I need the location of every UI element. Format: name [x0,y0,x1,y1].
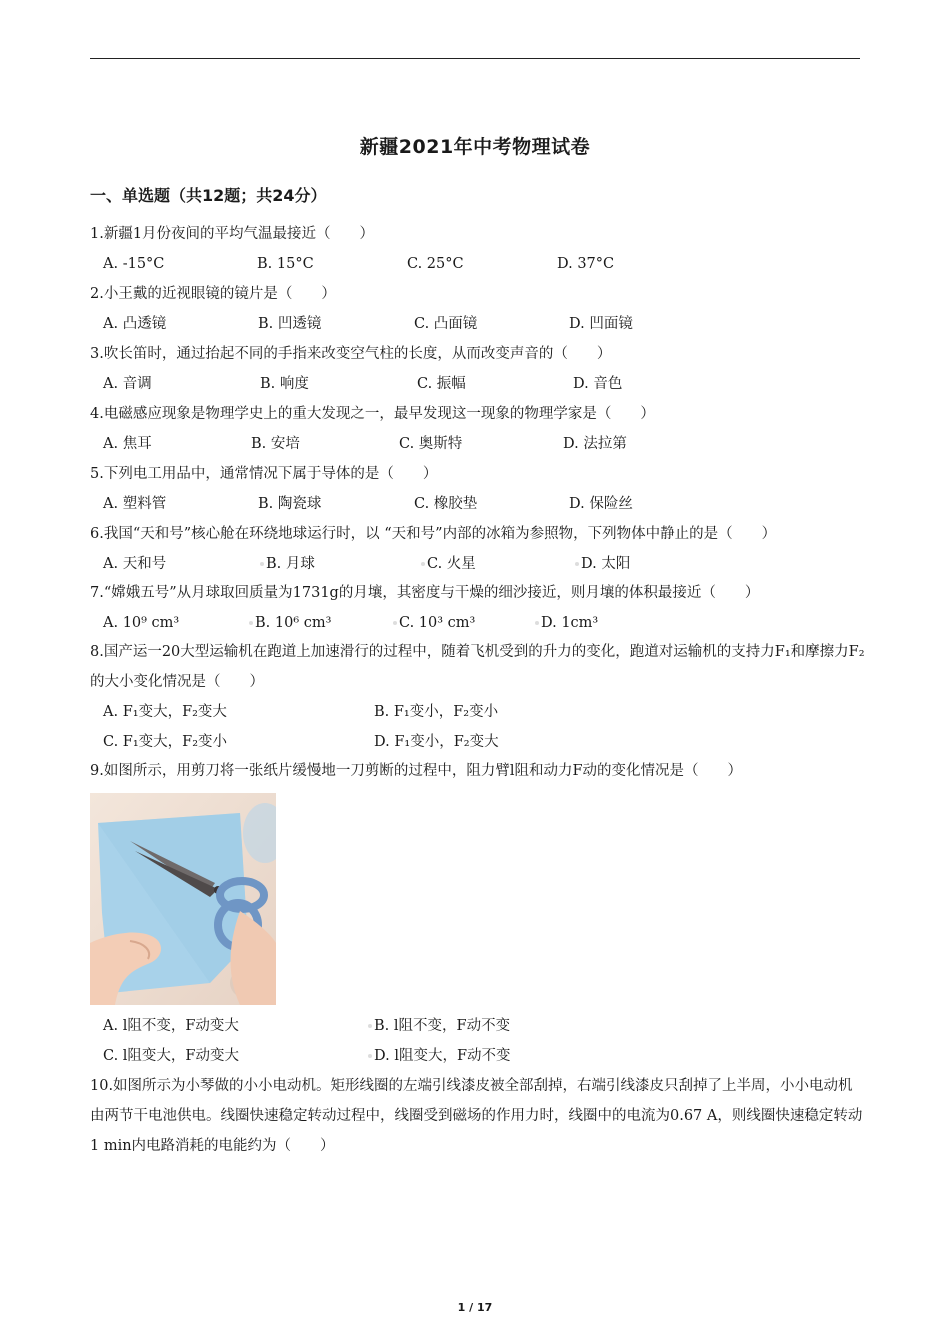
option-d-label: D. 太阳 [581,556,631,572]
option-d[interactable] [368,1046,511,1066]
option-c[interactable]: C. 振幅 [417,376,466,392]
option-c[interactable]: C. 凸面镜 [414,316,478,332]
option-a[interactable]: A. 塑料管 [103,496,167,512]
question-3: 3.吹长笛时，通过抬起不同的手指来改变空气柱的长度，从而改变声音的（ ） [90,346,612,362]
option-a[interactable]: A. -15°C [103,256,165,272]
question-2: 2.小王戴的近视眼镜的镜片是（ ） [90,286,336,302]
option-c[interactable] [393,613,475,633]
option-b[interactable]: B. 凹透镜 [258,316,322,332]
option-c-label: C. 10³ cm³ [399,615,476,631]
option-b-label: B. l阻不变，F动不变 [374,1018,511,1034]
option-d[interactable]: D. 法拉第 [563,436,627,452]
option-c[interactable]: C. 橡胶垫 [414,496,478,512]
question-9: 9.如图所示，用剪刀将一张纸片缓慢地一刀剪断的过程中，阻力臂l阻和动力F动的变化情况是（ ） [90,763,743,779]
option-c-label: C. 火星 [427,556,476,572]
option-d-label: D. l阻变大，F动不变 [374,1048,511,1064]
option-b[interactable]: B. 响度 [260,376,309,392]
question-4: 4.电磁感应现象是物理学史上的重大发现之一，最早发现这一现象的物理学家是（ ） [90,406,655,422]
question-8: 8.国产运一20大型运输机在跑道上加速滑行的过程中，随着飞机受到的升力的变化，跑道对运输机的支持力F₁和摩擦力F₂的大小变化情况是（ ） [90,644,865,690]
option-a[interactable]: A. l阻不变，F动变大 [103,1018,239,1034]
page-number: 1 / 17 [457,1301,493,1314]
question-1: 1.新疆1月份夜间的平均气温最接近（ ） [90,226,375,242]
option-d[interactable]: D. 凹面镜 [569,316,633,332]
scissors-cutting-paper-image [90,793,276,1005]
bullet-icon [260,562,264,566]
question-5: 5.下列电工用品中，通常情况下属于导体的是（ ） [90,466,438,482]
option-a[interactable]: A. F₁变大，F₂变大 [103,704,227,720]
question-10: 10.如图所示为小琴做的小小电动机。矩形线圈的左端引线漆皮被全部刮掉，右端引线漆皮只刮掉了上半周，小小电动机由两节干电池供电。线圈快速稳定转动过程中，线圈受到磁场的作用力时，线圈中的电流为0.67 A，则线圈快速稳定转动1 min内电路消耗的电能约为（ ） [90,1078,863,1154]
question-7: 7.“嫦娥五号”从月球取回质量为1731g的月壤，其密度与干燥的细沙接近，则月壤的体积最接近（ ） [90,585,760,601]
option-b[interactable]: B. 安培 [251,436,300,452]
bullet-icon [575,562,579,566]
option-b[interactable] [260,554,315,574]
option-c[interactable] [421,554,476,574]
bullet-icon [249,621,253,625]
option-a[interactable]: A. 天和号 [103,556,167,572]
question-6: 6.我国“天和号”核心舱在环绕地球运行时，以 “天和号”内部的冰箱为参照物，下列物体中静止的是（ ） [90,526,777,542]
section-heading: 一、单选题（共12题；共24分） [90,186,327,205]
header-rule [90,58,860,59]
option-a[interactable]: A. 焦耳 [103,436,152,452]
option-b[interactable] [249,613,331,633]
bullet-icon [421,562,425,566]
option-a[interactable]: A. 凸透镜 [103,316,167,332]
bullet-icon [393,621,397,625]
option-d[interactable]: D. 保险丝 [569,496,633,512]
bullet-icon [368,1054,372,1058]
option-b[interactable] [368,1016,510,1036]
option-b[interactable]: B. 陶瓷球 [258,496,322,512]
option-b-label: B. 10⁶ cm³ [255,615,332,631]
option-a[interactable]: A. 音调 [103,376,152,392]
option-d[interactable]: D. F₁变小，F₂变大 [374,734,499,750]
exam-title: 新疆2021年中考物理试卷 [359,136,591,158]
option-d[interactable] [535,613,598,633]
option-c[interactable]: C. F₁变大，F₂变小 [103,734,228,750]
option-b-label: B. 月球 [266,556,315,572]
option-b[interactable]: B. F₁变小，F₂变小 [374,704,499,720]
option-d[interactable]: D. 音色 [573,376,623,392]
option-b[interactable]: B. 15°C [257,256,314,272]
bullet-icon [535,621,539,625]
option-c[interactable]: C. 25°C [407,256,464,272]
option-d[interactable]: D. 37°C [557,256,615,272]
option-d-label: D. 1cm³ [541,615,599,631]
option-a[interactable]: A. 10⁹ cm³ [103,615,180,631]
option-c[interactable]: C. l阻变大，F动变大 [103,1048,239,1064]
option-d[interactable] [575,554,630,574]
option-c[interactable]: C. 奥斯特 [399,436,463,452]
bullet-icon [368,1024,372,1028]
